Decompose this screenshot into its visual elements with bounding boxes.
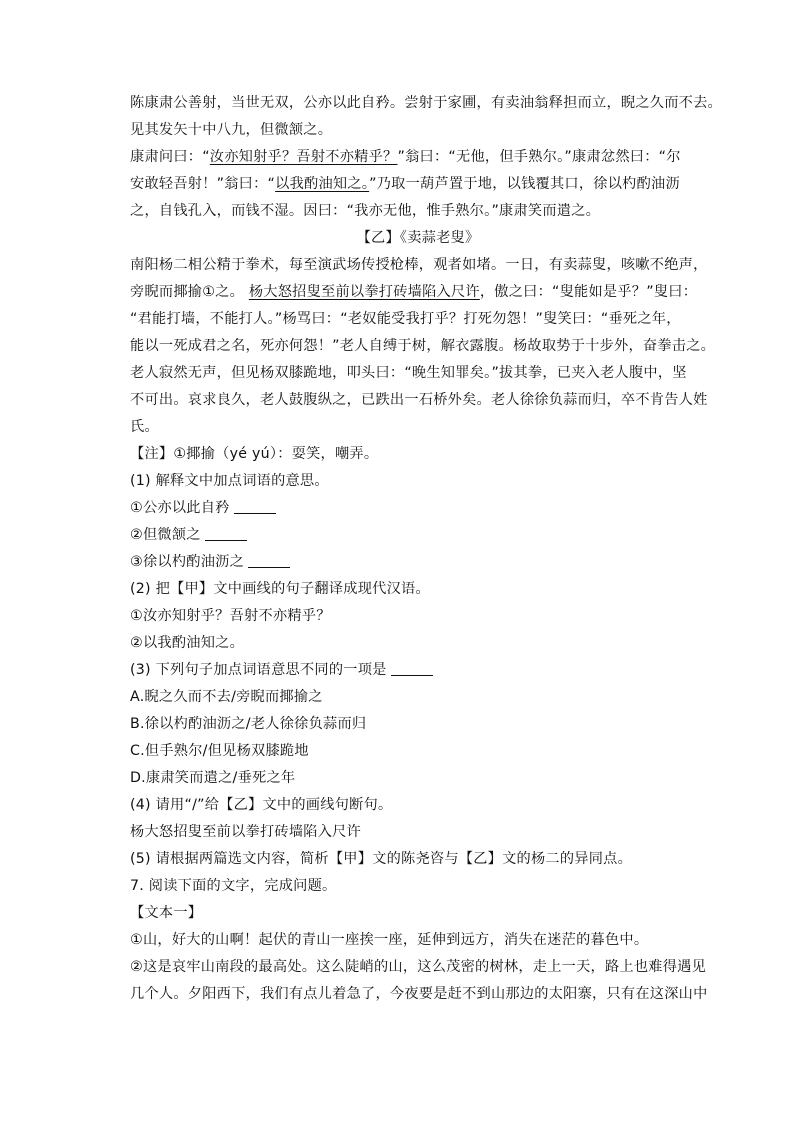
option-a: A.睨之久而不去/旁睨而揶揄之 — [130, 689, 323, 705]
question-item: ②但微颔之 — [130, 522, 706, 549]
text-one-line: ②这是哀牢山南段的最高处。这么陡峭的山，这么茂密的树林，走上一天，路上也难得遇见 — [130, 959, 707, 975]
underlined-sentence: 汝亦知射乎？吾射不亦精乎？ — [209, 149, 398, 165]
option-c: C.但手熟尔/但见杨双膝跪地 — [130, 743, 309, 759]
answer-blank[interactable] — [248, 553, 290, 568]
question-item: 杨大怒招叟至前以拳打砖墙陷入尺许 — [130, 824, 362, 840]
answer-blank[interactable] — [234, 499, 276, 514]
underlined-sentence: 以我酌油知之。 — [275, 176, 370, 192]
question-2: (2) 把【甲】文中画线的句子翻译成现代汉语。 — [130, 581, 430, 597]
passage-b-line: 氏。 — [130, 419, 159, 435]
question-1: (1) 解释文中加点词语的意思。 — [130, 473, 329, 489]
question-item: ③徐以杓酌油沥之 — [130, 549, 706, 576]
answer-blank[interactable] — [205, 526, 247, 541]
passage-a-line: 陈康肃公善射，当世无双，公亦以此自矜。尝射于家圃，有卖油翁释担而立，睨之久而不去。 — [130, 95, 722, 111]
passage-a-line: 康肃问曰：“汝亦知射乎？吾射不亦精乎？”翁曰：“无他，但手熟尔。”康肃忿然曰：“尔 — [130, 149, 681, 165]
passage-a-line: 之，自钱孔入，而钱不湿。因曰：“我亦无他，惟手熟尔。”康肃笑而遣之。 — [130, 203, 601, 219]
question-item: ①公亦以此自矜 — [130, 495, 706, 522]
option-b: B.徐以杓酌油沥之/老人徐徐负蒜而归 — [130, 716, 367, 732]
question-5: (5) 请根据两篇选文内容，简析【甲】文的陈尧咨与【乙】文的杨二的异同点。 — [130, 851, 633, 867]
passage-b-line: 旁睨而揶揄①之。 杨大怒招叟至前以拳打砖墙陷入尺许，傲之曰：“叟能如是乎？”叟曰： — [130, 284, 698, 300]
section-7-heading: 7. 阅读下面的文字，完成问题。 — [130, 878, 337, 894]
document-page — [130, 90, 722, 1008]
passage-b-line: 老人寂然无声，但见杨双膝跪地，叩头曰：“晚生知罪矣。”拔其拳，已夹入老人腹中，坚 — [130, 365, 687, 381]
question-4: (4) 请用“/”给【乙】文中的画线句断句。 — [130, 797, 393, 813]
passage-b-line: 不可出。哀求良久，老人鼓腹纵之，已跌出一石桥外矣。老人徐徐负蒜而归，卒不肯告人姓 — [130, 392, 708, 408]
passage-b-line: 南阳杨二相公精于拳术，每至演武场传授枪棒，观者如堵。一日，有卖蒜叟，咳嗽不绝声， — [130, 257, 708, 273]
passage-b-title: 【乙】《卖蒜老叟》 — [356, 230, 480, 246]
text-one-line: 几个人。夕阳西下，我们有点儿着急了，今夜要是赶不到山那边的太阳寨，只有在这深山中 — [130, 986, 708, 1002]
question-item: ①汝亦知射乎？吾射不亦精乎？ — [130, 608, 331, 624]
underlined-sentence: 杨大怒招叟至前以拳打砖墙陷入尺许 — [248, 284, 480, 300]
passage-b-line: 能以一死成君之名，死亦何怨！”老人自缚于树，解衣露腹。杨故取势于十步外，奋拳击之。 — [130, 338, 716, 354]
option-d: D.康肃笑而遣之/垂死之年 — [130, 770, 296, 786]
passage-a-line: 见其发矢十中八九，但微颔之。 — [130, 122, 333, 138]
text-one-label: 【文本一】 — [130, 905, 203, 921]
annotation-note: 【注】①揶揄（yé yú）：耍笑，嘲弄。 — [130, 446, 379, 462]
passage-b-line: “君能打墙，不能打人。”杨骂曰：“老奴能受我打乎？打死勿怨！”叟笑曰：“垂死之年， — [130, 311, 681, 327]
text-one-line: ①山，好大的山啊！起伏的青山一座挨一座，延伸到远方，消失在迷茫的暮色中。 — [130, 932, 649, 948]
question-item: ②以我酌油知之。 — [130, 635, 245, 651]
passage-a-line: 安敢轻吾射！”翁曰：“以我酌油知之。”乃取一葫芦置于地，以钱覆其口，徐以杓酌油沥 — [130, 176, 680, 192]
answer-blank[interactable] — [391, 661, 433, 676]
question-3: (3) 下列句子加点词语意思不同的一项是 — [130, 657, 706, 684]
